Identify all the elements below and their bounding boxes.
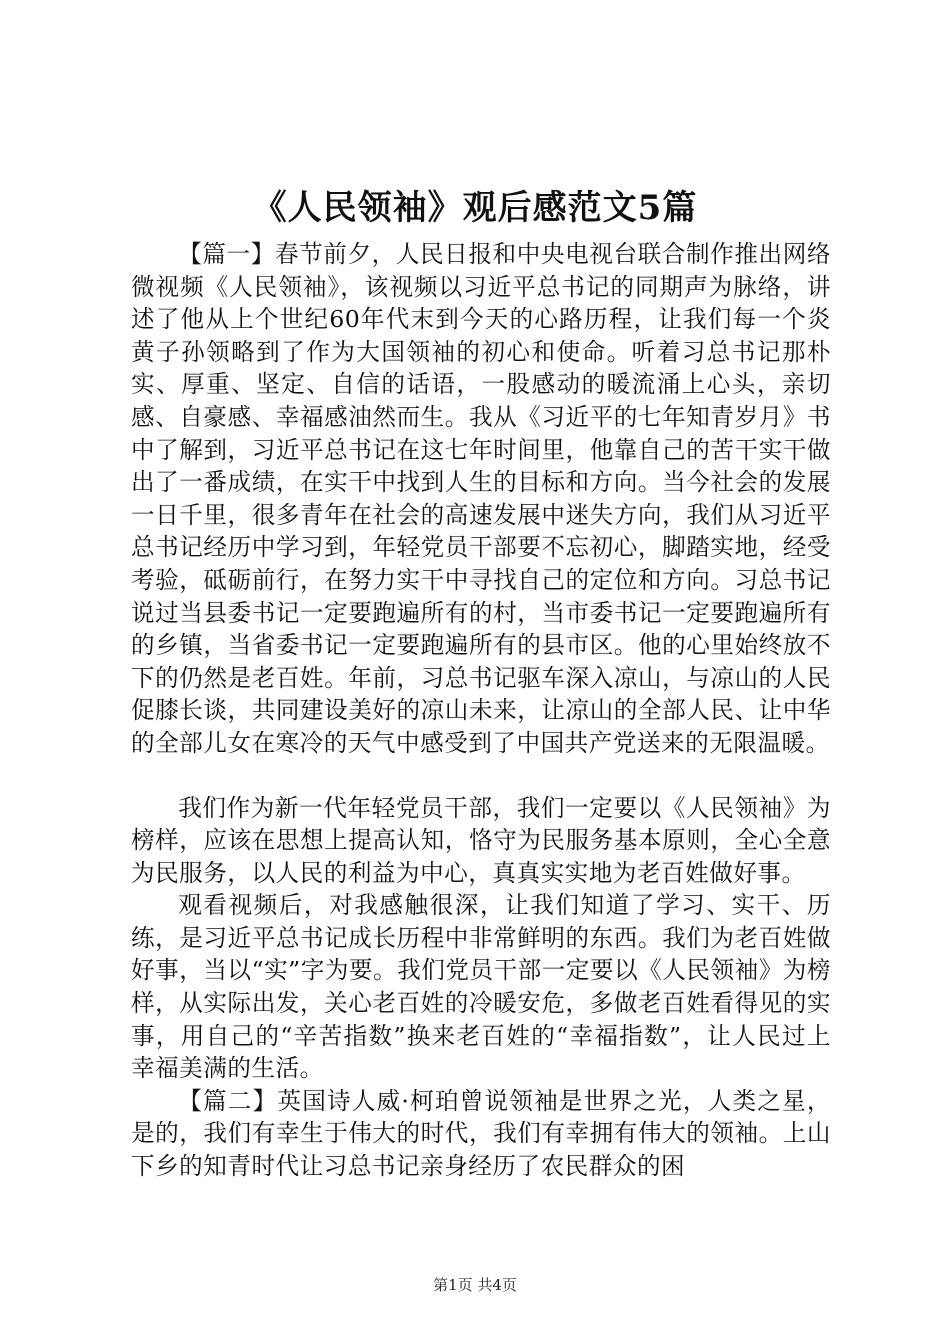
document-title: 《人民领袖》观后感范文5篇 [252,188,698,228]
paragraph-2: 我们作为新一代年轻党员干部，我们一定要以《人民领袖》为榜样，应该在思想上提高认知，恪守为民服务基本原则，全心全意为民服务，以人民的利益为中心，真真实实地为老百姓做好事。 [131,793,831,887]
paragraph-3: 观看视频后，对我感触很深，让我们知道了学习、实干、历练，是习近平总书记成长历程中非常鲜明的东西。我们为老百姓做好事，当以“实”字为要。我们党员干部一定要以《人民领袖》为榜样，从实际出发，关心老百姓的冷暖安危，多做老百姓看得见的实事，用自己的“辛苦指数”换来老百姓的“幸福指数”，让人民过上幸福美满的生活。 [131,891,831,1083]
paragraph-4: 【篇二】英国诗人威·柯珀曾说领袖是世界之光，人类之星，是的，我们有幸生于伟大的时代，我们有幸拥有伟大的领袖。上山下乡的知青时代让习总书记亲身经历了农民群众的困 [131,1086,831,1181]
paragraph-1: 【篇一】春节前夕，人民日报和中央电视台联合制作推出网络微视频《人民领袖》，该视频以习近平总书记的同期声为脉络，讲述了他从上个世纪60年代末到今天的心路历程，让我们每一个炎黄子孙领略到了作为大国领袖的初心和使命。听着习总书记那朴实、厚重、坚定、自信的话语，一股感动的暖流涌上心头，亲切感、自豪感、幸福感油然而生。我从《习近平的七年知青岁月》书中了解到，习近平总书记在这七年时间里，他靠自己的苦干实干做出了一番成绩，在实干中找到人生的目标和方向。当今社会的发展一日千里，很多青年在社会的高速发展中迷失方向，我们从习近平总书记经历中学习到，年轻党员干部要不忘初心，脚踏实地，经受考验，砥砺前行，在努力实干中寻找自己的定位和方向。习总书记说过当县委书记一定要跑遍所有的村，当市委书记一定要跑遍所有的乡镇，当省委书记一定要跑遍所有的县市区。他的心里始终放不下的仍然是老百姓。年前，习总书记驱车深入凉山，与凉山的人民促膝长谈，共同建设美好的凉山未来，让凉山的全部人民、让中华的全部儿女在寒冷的天气中感受到了中国共产党送来的无限温暖。 [131,240,831,757]
page-footer: 第1页 共4页 [433,1276,517,1294]
document-body [131,238,831,1183]
